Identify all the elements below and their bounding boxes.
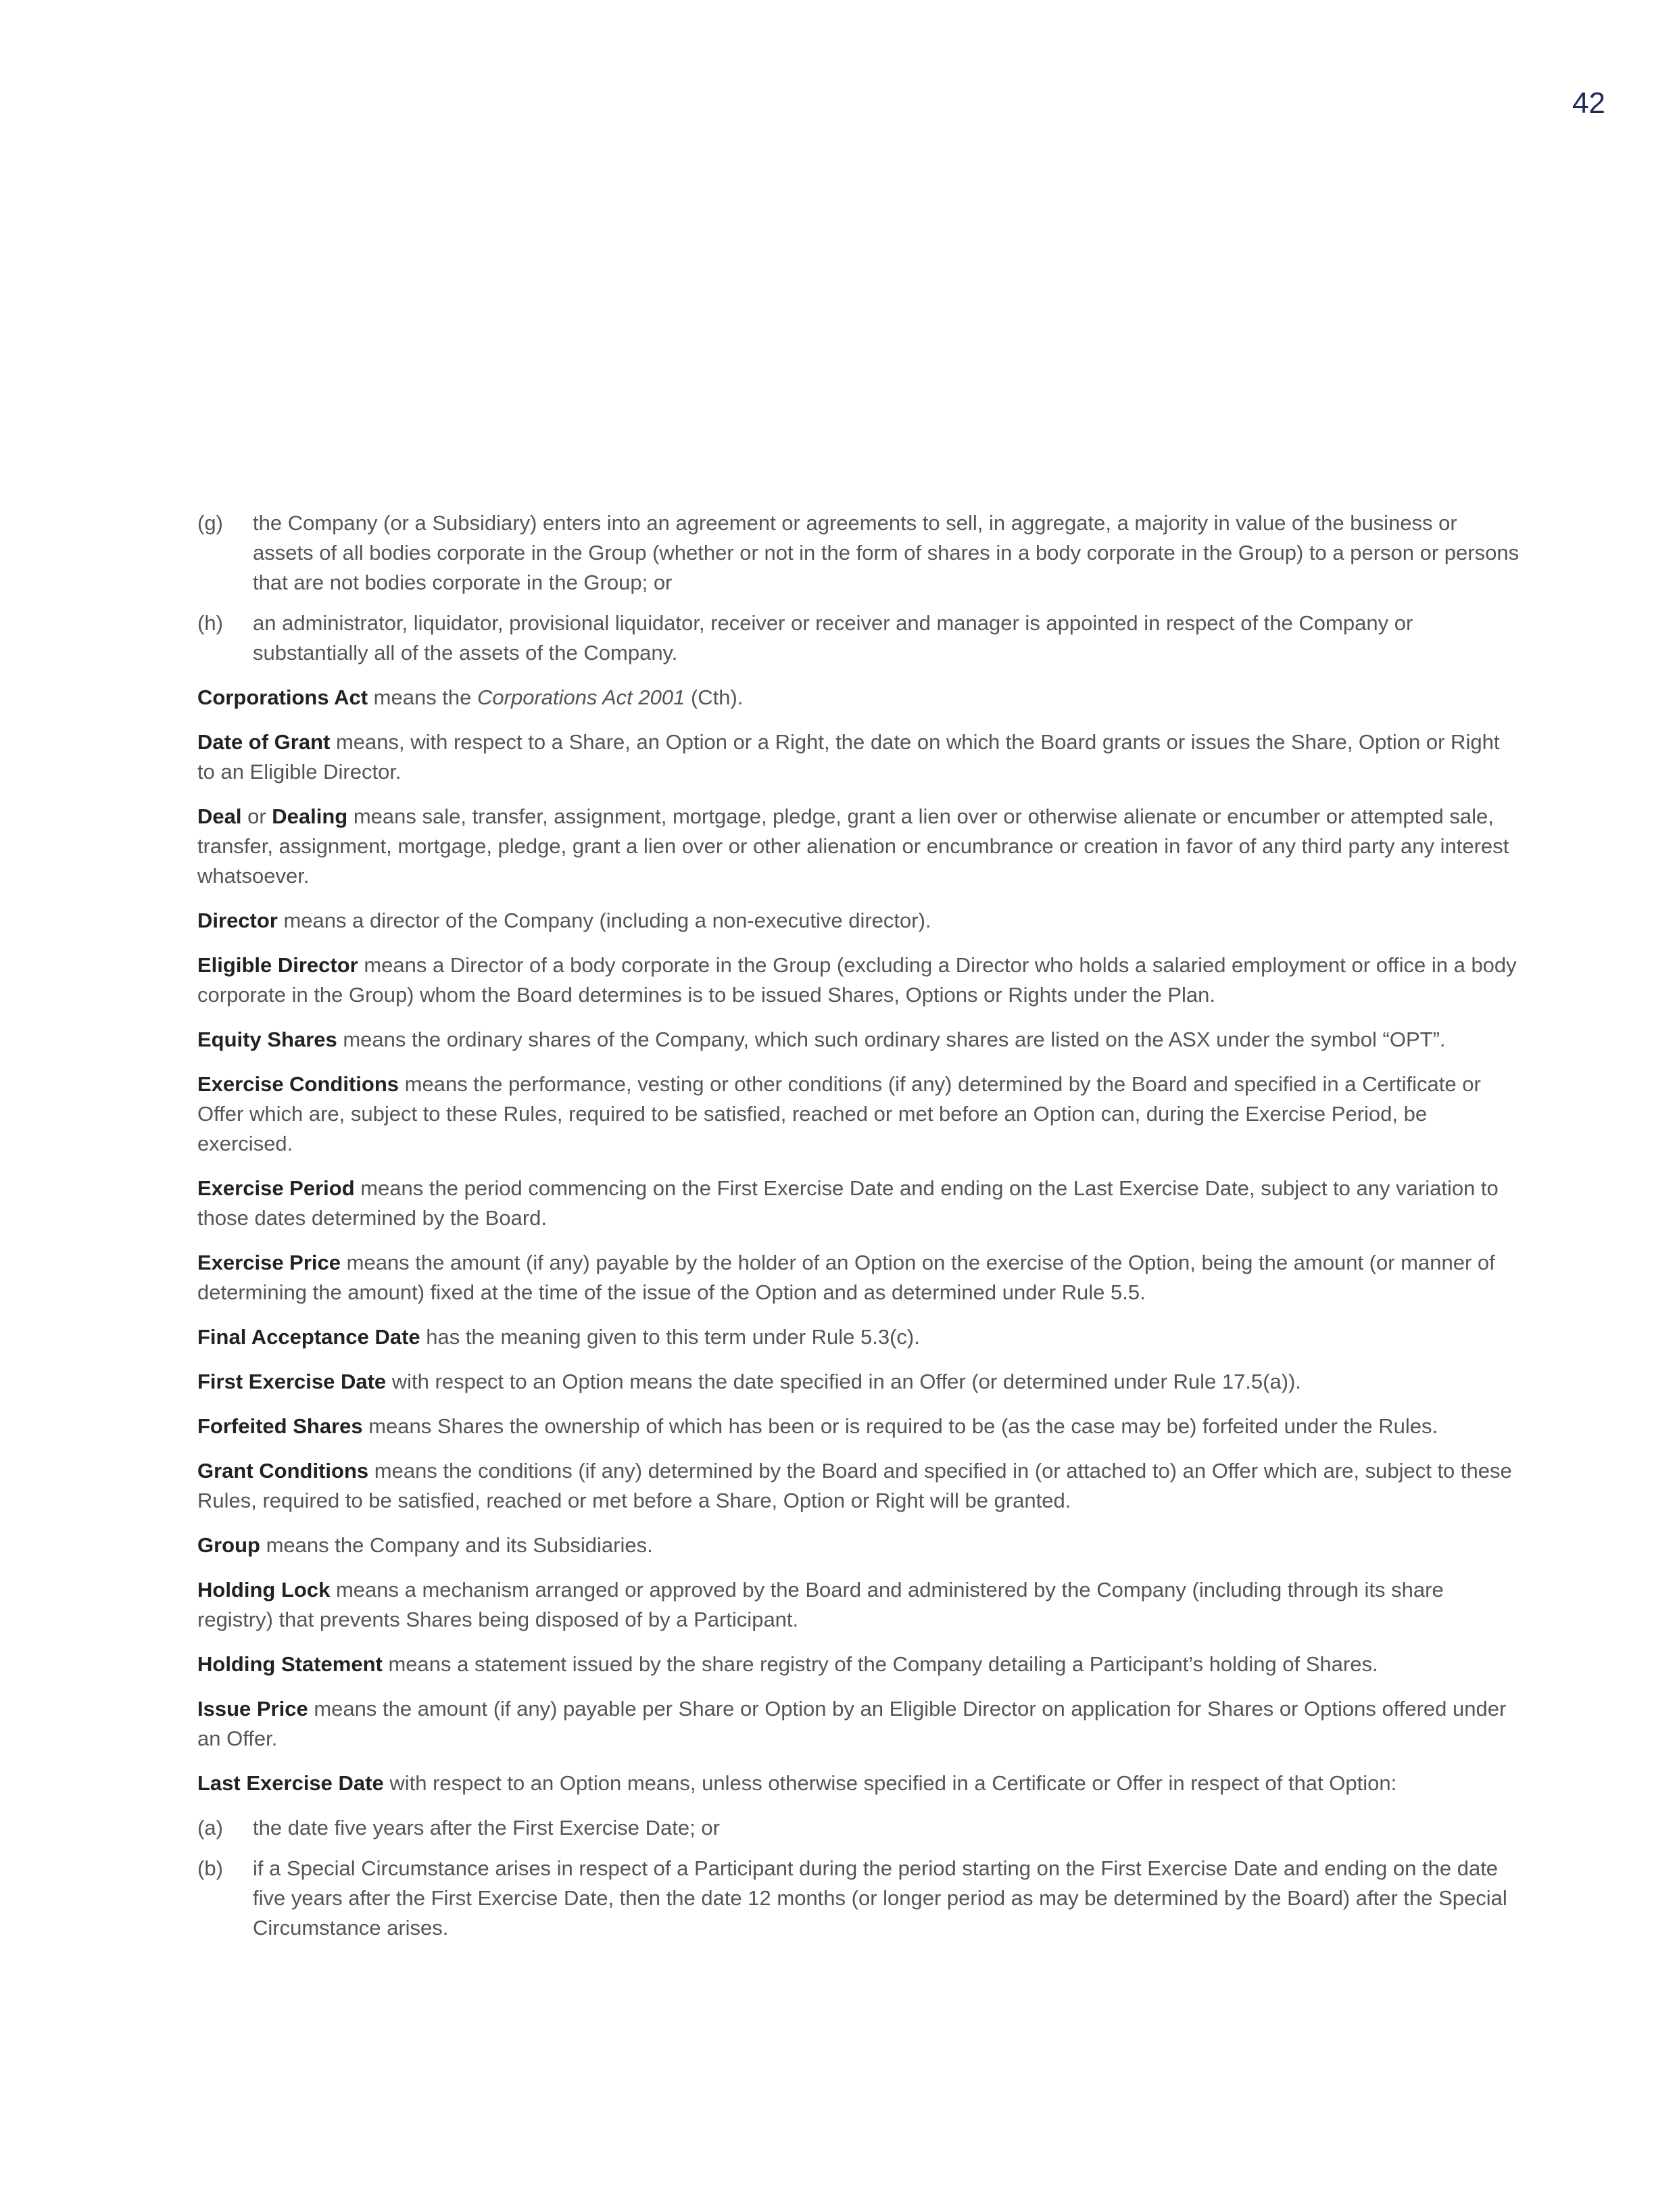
definition-first-exercise-date	[197, 1367, 1522, 1397]
definition-text: means the conditions (if any) determined by the Board and specified in (or attached to) an Offer which are, subject to these Rules, required to be satisfied, reached or met before a Share, Option or Right will be granted.	[197, 1459, 1512, 1512]
definition-grant-conditions	[197, 1456, 1522, 1516]
definition-corporations-act	[197, 683, 1522, 713]
definition-text: means sale, transfer, assignment, mortgage, pledge, grant a lien over or otherwise alienate or encumber or attempted sale, transfer, assignment, mortgage, pledge, grant a lien over or other alienation or encumbrance or creation in favor of any third party any interest whatsoever.	[197, 804, 1509, 888]
definition-equity-shares	[197, 1025, 1522, 1055]
list-item-b	[197, 1854, 1522, 1943]
definition-text: means Shares the ownership of which has been or is required to be (as the case may be) forfeited under the Rules.	[362, 1414, 1438, 1438]
list-item-text: the Company (or a Subsidiary) enters into an agreement or agreements to sell, in aggregate, a majority in value of the business or assets of all bodies corporate in the Group (whether or not in the form of shares in a body corporate in the Group) to a person or persons that are not bodies corporate in the Group; or	[253, 511, 1520, 594]
definition-exercise-conditions	[197, 1069, 1522, 1159]
definition-exercise-price	[197, 1248, 1522, 1307]
definition-text: means a statement issued by the share registry of the Company detailing a Participant’s holding of Shares.	[382, 1652, 1378, 1676]
list-item-label: (a)	[197, 1816, 223, 1840]
definition-term: First Exercise Date	[197, 1370, 387, 1393]
definition-term: Issue Price	[197, 1697, 308, 1721]
definition-term: Group	[197, 1533, 260, 1557]
definition-term: Date of Grant	[197, 730, 331, 754]
definition-text: or	[241, 804, 272, 828]
definition-text: has the meaning given to this term under Rule 5.3(c).	[420, 1325, 920, 1349]
definition-italic: Corporations Act 2001	[477, 686, 685, 709]
list-item-a	[197, 1813, 1522, 1843]
definition-final-acceptance-date	[197, 1322, 1522, 1352]
definition-text: means a Director of a body corporate in the Group (excluding a Director who holds a salaried employment or office in a body corporate in the Group) whom the Board determines is to be issued Shares, Options or Rights under the Plan.	[197, 953, 1517, 1007]
definition-term: Equity Shares	[197, 1028, 337, 1051]
page-number: 42	[1572, 87, 1605, 120]
definition-exercise-period	[197, 1174, 1522, 1233]
definition-text: means the amount (if any) payable by the holder of an Option on the exercise of the Option, being the amount (or manner of determining the amount) fixed at the time of the issue of the Option and as determined under Rule 5.5.	[197, 1251, 1495, 1304]
list-item-label: (g)	[197, 511, 223, 535]
definition-eligible-director	[197, 951, 1522, 1010]
list-item-label: (h)	[197, 611, 223, 635]
definition-term: Grant Conditions	[197, 1459, 369, 1483]
definition-term: Eligible Director	[197, 953, 358, 977]
definition-deal	[197, 802, 1522, 891]
definition-holding-statement	[197, 1650, 1522, 1679]
definition-text: with respect to an Option means the date specified in an Offer (or determined under Rule 17.5(a)).	[386, 1370, 1301, 1393]
document-body	[197, 508, 1522, 1954]
definition-term: Exercise Period	[197, 1176, 355, 1200]
definition-forfeited-shares	[197, 1412, 1522, 1441]
definition-text: means a director of the Company (including a non-executive director).	[277, 909, 931, 932]
definition-text: means the period commencing on the First Exercise Date and ending on the Last Exercise Date, subject to any variation to those dates determined by the Board.	[197, 1176, 1499, 1230]
list-item-text: the date five years after the First Exercise Date; or	[253, 1816, 720, 1840]
list-item-text: if a Special Circumstance arises in respect of a Participant during the period starting on the First Exercise Date and ending on the date five years after the First Exercise Date, then the date 12 months (or longer period as may be determined by the Board) after the Special Circumstance arises.	[253, 1856, 1507, 1940]
list-item-g	[197, 508, 1522, 598]
definition-group	[197, 1531, 1522, 1560]
definition-director	[197, 906, 1522, 936]
definition-last-exercise-date	[197, 1769, 1522, 1798]
definition-term: Corporations Act	[197, 686, 368, 709]
definition-text: means a mechanism arranged or approved by the Board and administered by the Company (including through its share registry) that prevents Shares being disposed of by a Participant.	[197, 1578, 1444, 1631]
definition-text: means the performance, vesting or other conditions (if any) determined by the Board and specified in a Certificate or Offer which are, subject to these Rules, required to be satisfied, reached or met before an Option can, during the Exercise Period, be exercised.	[197, 1072, 1481, 1155]
definition-date-of-grant	[197, 727, 1522, 787]
definition-term: Dealing	[272, 804, 348, 828]
definition-term: Holding Statement	[197, 1652, 383, 1676]
definition-issue-price	[197, 1694, 1522, 1754]
definition-text: means, with respect to a Share, an Option or a Right, the date on which the Board grants or issues the Share, Option or Right to an Eligible Director.	[197, 730, 1500, 784]
definition-term: Deal	[197, 804, 242, 828]
definition-term: Exercise Price	[197, 1251, 341, 1274]
definition-term: Director	[197, 909, 278, 932]
definition-text: means the Company and its Subsidiaries.	[260, 1533, 653, 1557]
list-item-h	[197, 608, 1522, 668]
definition-text: means the ordinary shares of the Company, which such ordinary shares are listed on the ASX under the symbol “OPT”.	[337, 1028, 1446, 1051]
definition-text: (Cth).	[685, 686, 744, 709]
definition-text: with respect to an Option means, unless otherwise specified in a Certificate or Offer in respect of that Option:	[383, 1771, 1397, 1795]
definition-text: means the amount (if any) payable per Share or Option by an Eligible Director on application for Shares or Options offered under an Offer.	[197, 1697, 1507, 1750]
definition-term: Final Acceptance Date	[197, 1325, 420, 1349]
definition-holding-lock	[197, 1575, 1522, 1635]
definition-term: Exercise Conditions	[197, 1072, 399, 1096]
definition-term: Last Exercise Date	[197, 1771, 384, 1795]
definition-text: means the	[368, 686, 478, 709]
definition-term: Holding Lock	[197, 1578, 331, 1602]
list-item-text: an administrator, liquidator, provisional liquidator, receiver or receiver and manager is appointed in respect of the Company or substantially all of the assets of the Company.	[253, 611, 1413, 665]
list-item-label: (b)	[197, 1856, 223, 1880]
definition-term: Forfeited Shares	[197, 1414, 363, 1438]
